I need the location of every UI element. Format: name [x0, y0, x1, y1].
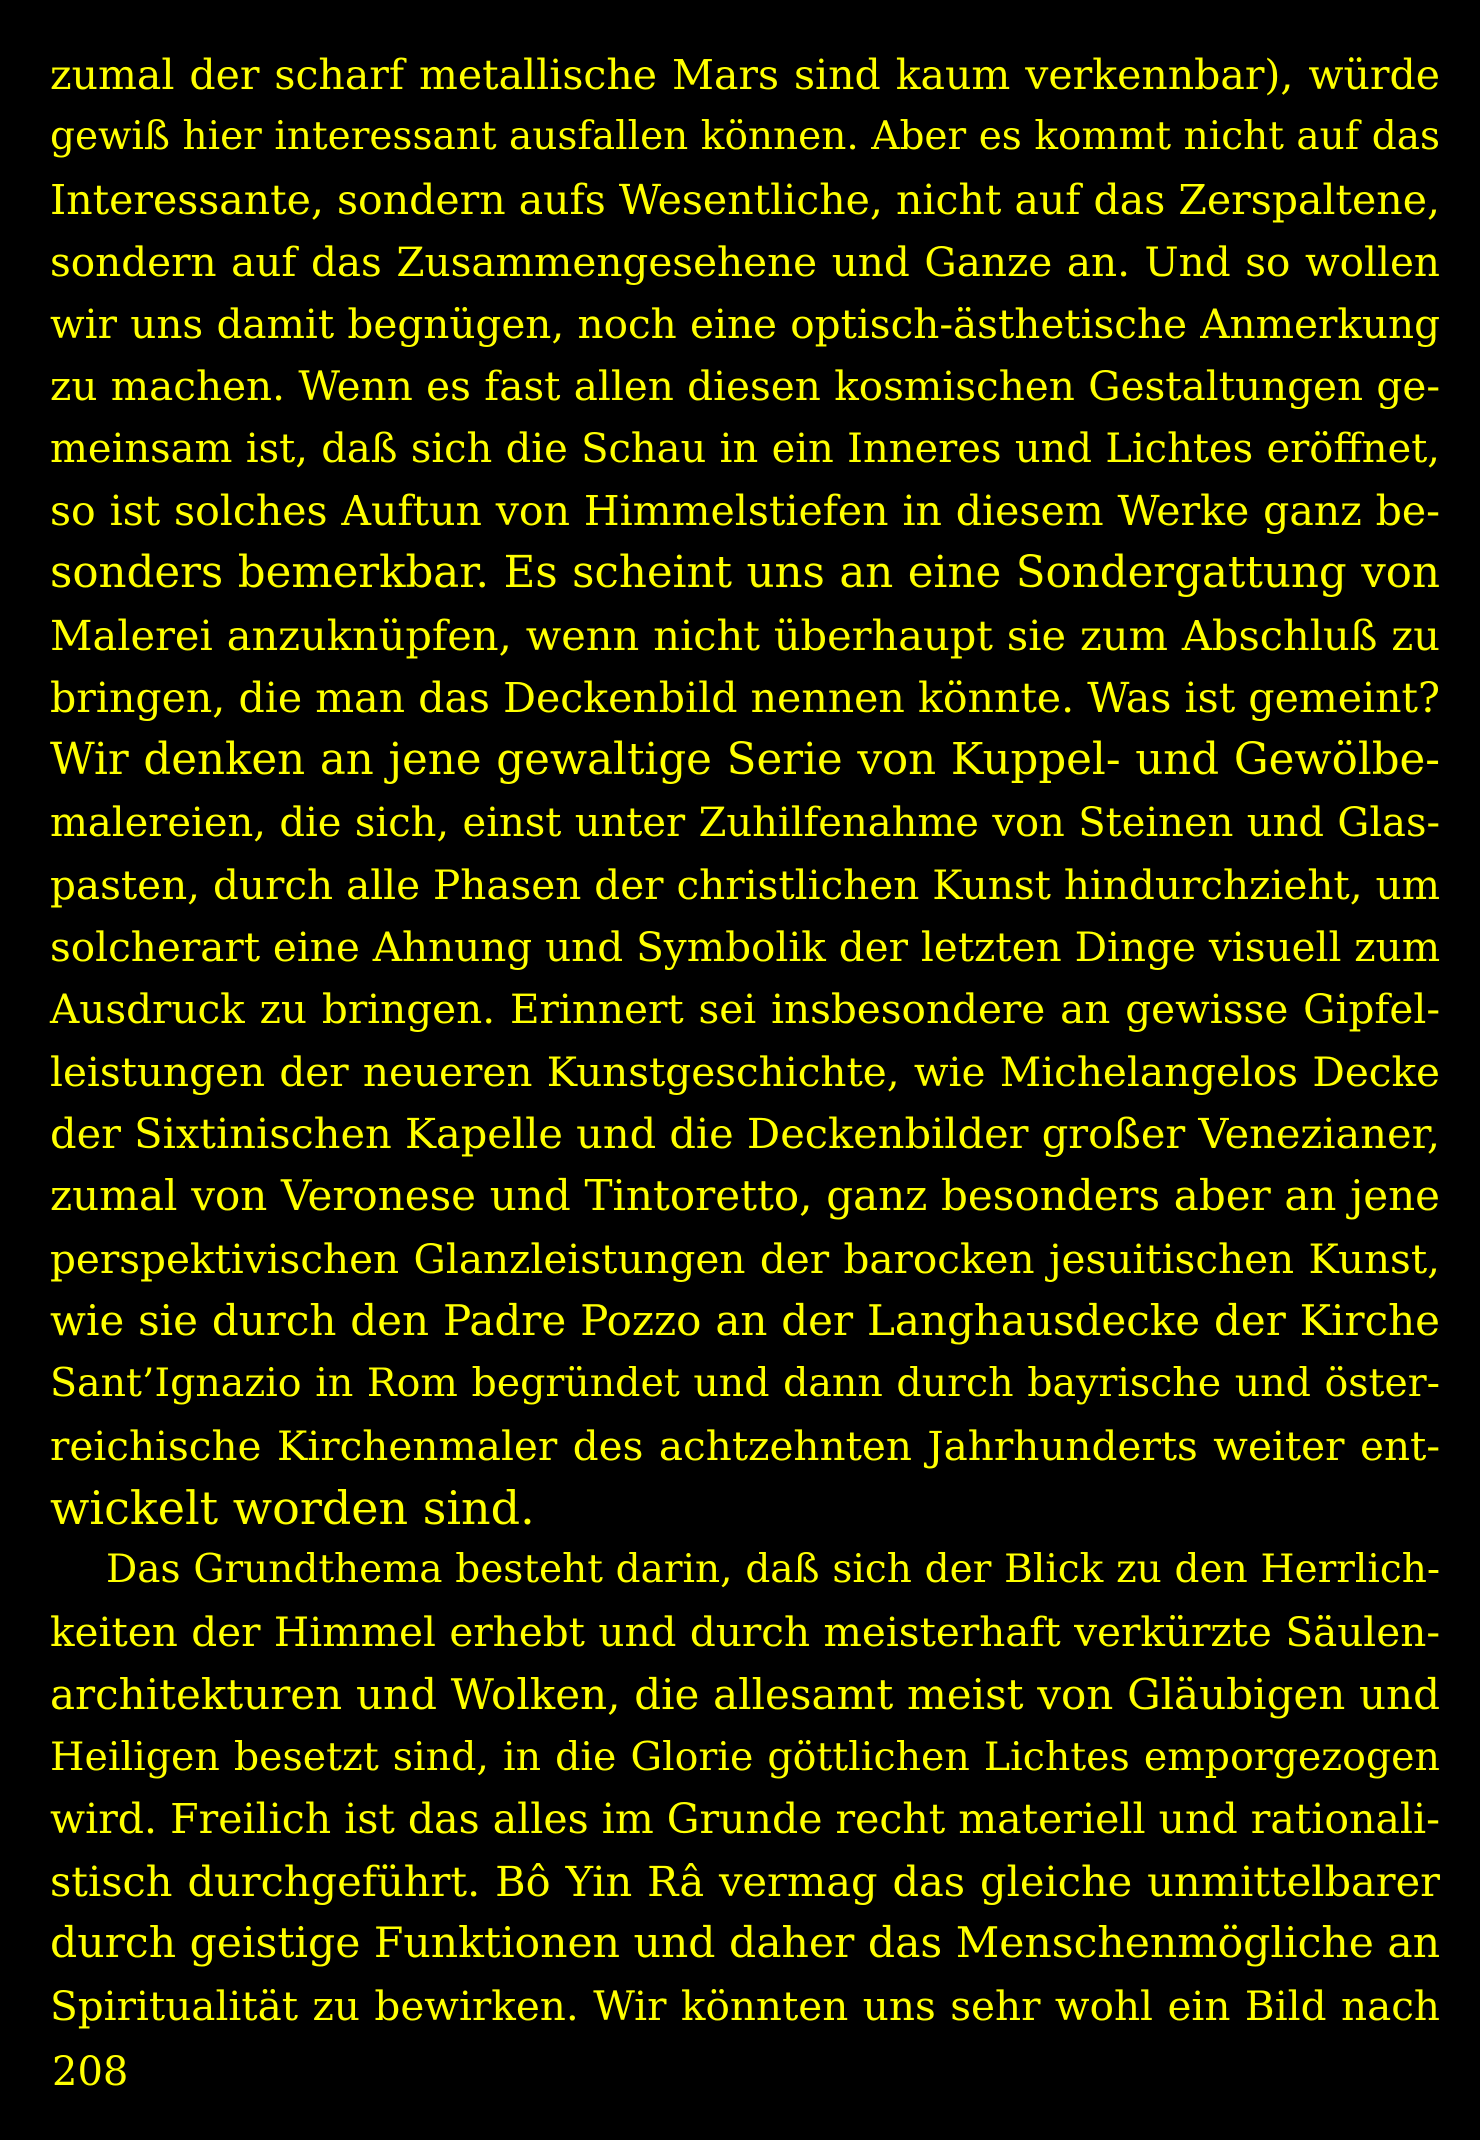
- text-line: wickelt worden sind.: [50, 1480, 535, 1535]
- text-line: durch geistige Funktionen und daher das Menschenmögliche an: [50, 1918, 1441, 1968]
- text-line: Sant’Ignazio in Rom begründet und dann durch bayrische und öster-: [50, 1360, 1440, 1407]
- text-line: sonders bemerkbar. Es scheint uns an eine Sondergattung von: [50, 548, 1440, 599]
- text-line: Malerei anzuknüpfen, wenn nicht überhaupt sie zum Abschluß zu: [50, 610, 1440, 660]
- text-line: malereien, die sich, einst unter Zuhilfenahme von Steinen und Glas-: [50, 799, 1440, 846]
- text-line: leistungen der neueren Kunstgeschichte, wie Michelangelos Decke: [50, 1047, 1440, 1096]
- text-line: Heiligen besetzt sind, in die Glorie göttlichen Lichtes emporgezogen: [50, 1734, 1440, 1781]
- text-line: zumal von Veronese und Tintoretto, ganz besonders aber an jene: [50, 1171, 1440, 1221]
- paragraph: [50, 44, 1440, 1539]
- text-line: wird. Freilich ist das alles im Grunde recht materiell und rationali-: [50, 1795, 1440, 1844]
- text-line: keiten der Himmel erhebt und durch meisterhaft verkürzte Säulen-: [50, 1608, 1440, 1657]
- text-line: Ausdruck zu bringen. Erinnert sei insbesondere an gewisse Gipfel-: [50, 985, 1440, 1034]
- page-number: 208: [52, 2049, 129, 2095]
- text-line: wir uns damit begnügen, noch eine optisch-ästhetische Anmerkung: [50, 300, 1440, 349]
- text-line: der Sixtinischen Kapelle und die Deckenbilder großer Venezianer,: [50, 1109, 1441, 1159]
- text-line: architekturen und Wolken, die allesamt meist von Gläubigen und: [50, 1669, 1440, 1719]
- page-text: [50, 44, 1440, 2038]
- text-line: zu machen. Wenn es fast allen diesen kosmischen Gestaltungen ge-: [50, 362, 1440, 411]
- text-line: Wir denken an jene gewaltige Serie von Kuppel- und Gewölbe-: [50, 735, 1440, 786]
- text-line: bringen, die man das Deckenbild nennen könnte. Was ist gemeint?: [50, 673, 1440, 722]
- text-line: meinsam ist, daß sich die Schau in ein Inneres und Lichtes eröffnet,: [50, 425, 1440, 472]
- text-line: Interessante, sondern aufs Wesentliche, nicht auf das Zerspaltene,: [50, 175, 1440, 224]
- text-line: perspektivischen Glanzleistungen der barocken jesuitischen Kunst,: [50, 1234, 1440, 1283]
- text-line: gewiß hier interessant ausfallen können. Aber es kommt nicht auf das: [50, 114, 1440, 160]
- paragraph: [50, 1539, 1440, 2037]
- text-line: solcherart eine Ahnung und Symbolik der letzten Dinge visuell zum: [50, 923, 1441, 972]
- text-line: so ist solches Auftun von Himmelstiefen in diesem Werke ganz be-: [50, 487, 1440, 536]
- text-line: Spiritualität zu bewirken. Wir könnten uns sehr wohl ein Bild nach: [50, 1982, 1440, 2031]
- text-line: wie sie durch den Padre Pozzo an der Langhausdecke der Kirche: [50, 1295, 1440, 1345]
- text-line: stisch durchgeführt. Bô Yin Râ vermag das gleiche unmittelbarer: [50, 1856, 1440, 1906]
- text-line: Das Grundthema besteht darin, daß sich der Blick zu den Herrlich-: [106, 1547, 1440, 1593]
- text-line: reichische Kirchenmaler des achtzehnten Jahrhunderts weiter ent-: [50, 1421, 1440, 1470]
- text-line: zumal der scharf metallische Mars sind kaum verkennbar), würde: [50, 51, 1440, 99]
- text-line: pasten, durch alle Phasen der christlichen Kunst hindurchzieht, um: [50, 860, 1440, 909]
- text-line: sondern auf das Zusammengesehene und Ganze an. Und so wollen: [50, 237, 1440, 286]
